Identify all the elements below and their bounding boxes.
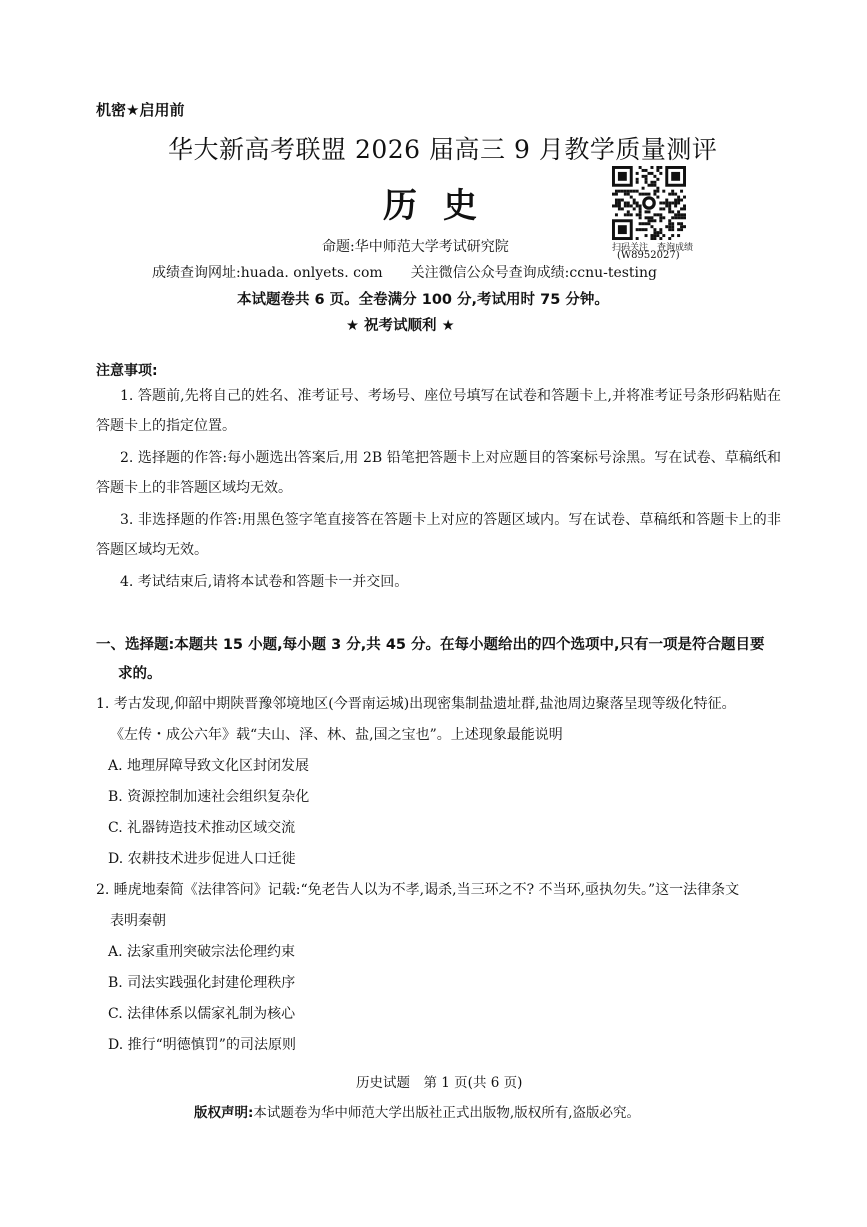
subject-title: 历史 — [383, 186, 503, 226]
copyright-label: 版权声明: — [194, 1105, 254, 1121]
score-query-line: 成绩查询网址:huada. onlyets. com 关注微信公众号查询成绩:ccnu-testing — [152, 265, 658, 281]
notice-item-text: 3. 非选择题的作答:用黑色签字笔直接答在答题卡上对应的答题区域内。写在试卷、草稿纸和答题卡上的非答题区域均无效。 — [96, 512, 781, 558]
question-1-option-d: D. 农耕技术进步促进人口迁徙 — [108, 851, 296, 867]
question-1-option-b: B. 资源控制加速社会组织复杂化 — [108, 789, 310, 805]
question-2-stem: 2. 睡虎地秦简《法律答问》记载:“免老告人以为不孝,谒杀,当三环之不? 不当环,亟执勿失。”这一法律条文 — [96, 882, 740, 898]
notice-item-text: 4. 考试结束后,请将本试卷和答题卡一并交回。 — [120, 574, 409, 590]
qr-code-icon — [612, 166, 686, 240]
question-1-stem-cont: 《左传・成公六年》载“夫山、泽、林、盐,国之宝也”。上述现象最能说明 — [110, 727, 563, 743]
notice-item-text: 1. 答题前,先将自己的姓名、准考证号、考场号、座位号填写在试卷和答题卡上,并将准考证号条形码粘贴在答题卡上的指定位置。 — [96, 388, 781, 434]
question-2-option-d: D. 推行“明德慎罚”的司法原则 — [108, 1037, 296, 1053]
copyright-notice — [194, 1101, 640, 1121]
section-title-line: 一、选择题:本题共 15 小题,每小题 3 分,共 45 分。在每小题给出的四个选项中,只有一项是符合题目要 — [96, 637, 765, 653]
copyright-text: 本试题卷为华中师范大学出版社正式出版物,版权所有,盗版必究。 — [253, 1105, 640, 1121]
page-footer: 历史试题 第 1 页(共 6 页) — [356, 1075, 523, 1091]
notice-item — [96, 381, 781, 441]
question-2-stem-cont: 表明秦朝 — [110, 913, 166, 929]
question-1-stem: 1. 考古发现,仰韶中期陕晋豫邻境地区(今晋南运城)出现密集制盐遗址群,盐池周边聚落呈现等级化特征。 — [96, 696, 736, 712]
notice-heading: 注意事项: — [96, 363, 158, 379]
question-2-option-c: C. 法律体系以儒家礼制为核心 — [108, 1006, 296, 1022]
notice-item — [96, 505, 781, 565]
author-line: 命题:华中师范大学考试研究院 — [322, 239, 509, 255]
question-2-option-a: A. 法家重刑突破宗法伦理约束 — [108, 944, 296, 960]
question-1-option-c: C. 礼器铸造技术推动区域交流 — [108, 820, 296, 836]
question-2-option-b: B. 司法实践强化封建伦理秩序 — [108, 975, 296, 991]
qr-code-id: (W8952027) — [617, 250, 680, 261]
section-title — [96, 631, 786, 689]
question-1-option-a: A. 地理屏障导致文化区封闭发展 — [108, 758, 310, 774]
qr-caption: 扫码关注 查询成绩 — [612, 243, 694, 253]
confidential-label: 机密★启用前 — [96, 101, 185, 119]
section-title-line: 求的。 — [118, 666, 162, 682]
exam-title: 华大新高考联盟 2026 届高三 9 月教学质量测评 — [168, 135, 718, 164]
notice-item — [96, 443, 781, 503]
good-luck-line: ★ 祝考试顺利 ★ — [346, 318, 455, 334]
notice-item — [96, 567, 781, 597]
exam-info-line: 本试题卷共 6 页。全卷满分 100 分,考试用时 75 分钟。 — [237, 292, 609, 308]
notice-item-text: 2. 选择题的作答:每小题选出答案后,用 2B 铅笔把答题卡上对应题目的答案标号涂黑。写在试卷、草稿纸和答题卡上的非答题区域均无效。 — [96, 450, 781, 496]
